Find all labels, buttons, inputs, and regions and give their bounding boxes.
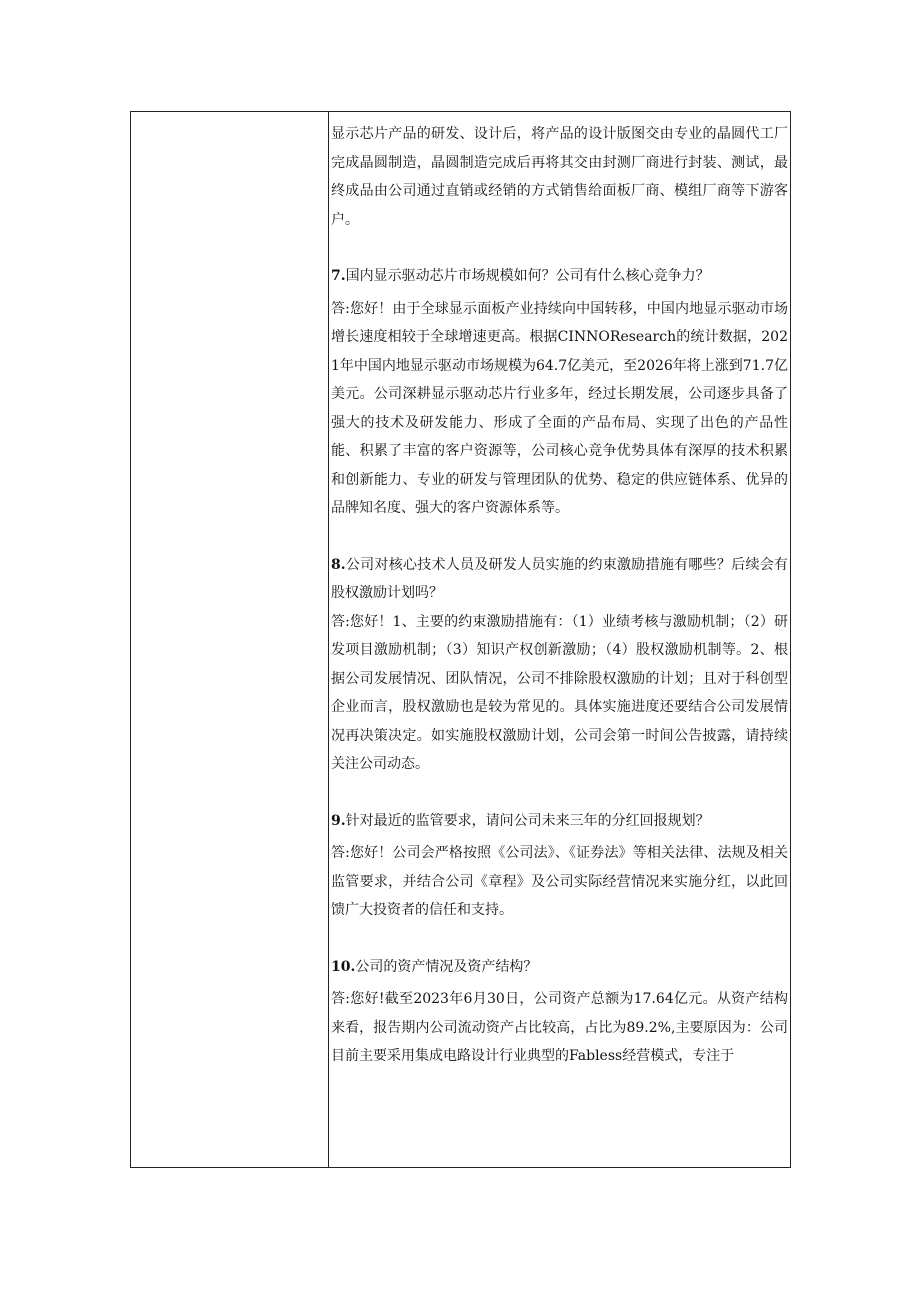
qa-table: [130, 111, 791, 1168]
answer-8: 答:您好！1、主要的约束激励措施有：（1）业绩考核与激励机制；（2）研发项目激励机制；（3）知识产权创新激励；（4）股权激励机制等。2、根据公司发展情况、团队情况，公司不排除股权激励的计划；且对于科创型企业而言，股权激励也是较为常见的。具体实施进度还要结合公司发展情况再决策决定。如实施股权激励计划，公司会第一时间公告披露，请持续关注公司动态。: [331, 613, 788, 772]
table-content-cell: [329, 112, 790, 1167]
question-text: 公司对核心技术人员及研发人员实施的约束激励措施有哪些？后续会有股权激励计划吗？: [331, 556, 788, 601]
answer-9: 答:您好！公司会严格按照《公司法》、《证券法》等相关法律、法规及相关监管要求，并结合公司《章程》及公司实际经营情况来实施分红，以此回馈广大投资者的信任和支持。: [331, 845, 788, 918]
question-text: 公司的资产情况及资产结构？: [355, 958, 538, 975]
question-text: 针对最近的监管要求，请问公司未来三年的分红回报规划？: [345, 812, 710, 829]
answer-10: 答:您好!截至2023年6月30日，公司资产总额为17.64亿元。从资产结构来看，报告期内公司流动资产占比较高，占比为89.2%,主要原因为：公司目前主要采用集成电路设计行业典型的Fabless经营模式，专注于: [331, 991, 788, 1064]
question-number: 7.: [331, 268, 346, 284]
table-left-column: [131, 112, 329, 1167]
question-10: [331, 953, 788, 982]
answer-7: 答:您好！由于全球显示面板产业持续向中国转移，中国内地显示驱动市场增长速度相较于全球增速更高。根据CINNOResearch的统计数据，2021年中国内地显示驱动市场规模为64.7亿美元，至2026年将上涨到71.7亿美元。公司深耕显示驱动芯片行业多年，经过长期发展，公司逐步具备了强大的技术及研发能力、形成了全面的产品布局、实现了出色的产品性能、积累了丰富的客户资源等，公司核心竞争优势具体有深厚的技术积累和创新能力、专业的研发与管理团队的优势、稳定的供应链体系、优异的品牌知名度、强大的客户资源体系等。: [331, 300, 788, 516]
question-number: 9.: [331, 812, 346, 829]
question-7: [331, 262, 788, 291]
question-8: [331, 551, 788, 608]
question-9: [331, 807, 788, 836]
question-number: 8.: [331, 556, 346, 573]
question-number: 10.: [331, 958, 356, 975]
intro-paragraph: 显示芯片产品的研发、设计后，将产品的设计版图交由专业的晶圆代工厂完成晶圆制造，晶圆制造完成后再将其交由封测厂商进行封装、测试，最终成品由公司通过直销或经销的方式销售给面板厂商、模组厂商等下游客户。: [331, 126, 788, 228]
question-text: 国内显示驱动芯片市场规模如何？公司有什么核心竞争力？: [345, 268, 710, 284]
